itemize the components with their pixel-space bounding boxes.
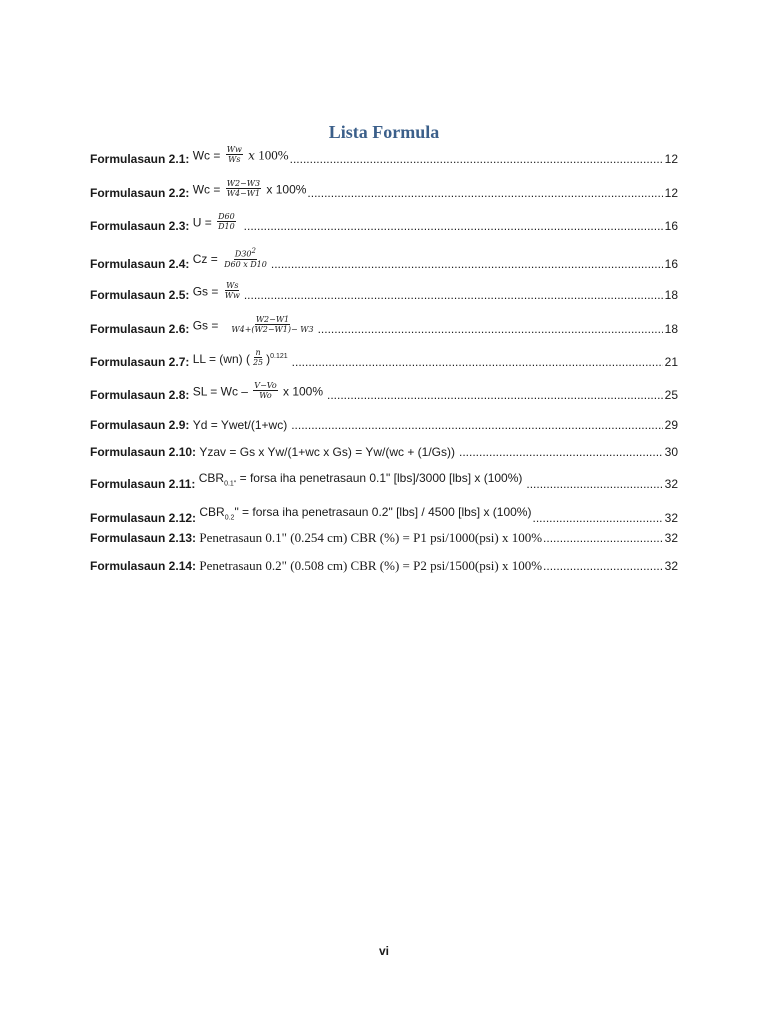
dot-leader [244, 219, 663, 233]
entry-label: Formulasaun 2.2: [90, 186, 190, 200]
formula-entry[interactable] [90, 383, 678, 402]
fraction: $\frac{n}{25}$ [252, 348, 264, 368]
entry-label: Formulasaun 2.8: [90, 388, 190, 402]
entry-label: Formulasaun 2.9: [90, 418, 190, 432]
fraction: $\frac{Ww}{Ws}$ [226, 145, 242, 164]
entry-label: Formulasaun 2.3: [90, 219, 190, 233]
fraction: $\frac{W2-W1}{W4+(W2-W1)- W3}$ [231, 315, 314, 334]
page-number: 21 [664, 355, 678, 370]
formula-expression: Gs = $\frac{Ws}{Ww}$ [192, 281, 240, 300]
formula-expression: Penetrasaun 0.1" (0.254 cm) CBR (%) = P1 psi/1000(psi) x 100% [199, 530, 543, 545]
formula-entry[interactable] [90, 181, 678, 200]
entry-label: Formulasaun 2.14: [90, 559, 197, 573]
entry-label: Formulasaun 2.6: [90, 322, 190, 336]
formula-entry[interactable] [90, 471, 678, 491]
formula-entry[interactable] [90, 147, 678, 166]
page-footer-number: vi [378, 944, 389, 958]
formula-entry[interactable] [90, 283, 678, 302]
dot-leader [292, 355, 663, 369]
dot-leader [532, 511, 663, 525]
entry-label: Formulasaun 2.12: [90, 511, 197, 526]
dot-leader [271, 257, 663, 271]
formula-expression: Penetrasaun 0.2" (0.508 cm) CBR (%) = P2 psi/1500(psi) x 100% [199, 558, 543, 573]
entry-label: Formulasaun 2.7: [90, 355, 190, 370]
page-number: 29 [664, 418, 678, 432]
fraction: $\frac{Ws}{Ww}$ [224, 281, 240, 300]
formula-expression: U = $\frac{D60}{D10}$ [192, 212, 235, 231]
formula-entry[interactable] [90, 350, 678, 369]
entry-label: Formulasaun 2.11: [90, 477, 196, 492]
formula-expression: $CBR_{0.1"}$ = forsa iha penetrasaun 0.1" [lbs]/3000 [lbs] x (100%) [198, 471, 523, 488]
formula-expression: Gs = $\frac{W2-W1}{W4+(W2-W1)- W3}$ [192, 315, 314, 334]
formula-expression: Yzav = Gs x Yw/(1+wc x Gs) = Yw/(wc + (1/Gs)) [199, 445, 455, 459]
dot-leader [291, 418, 663, 432]
formula-expression: SL = Wc – $\frac{V-Vo}{Wo}$ x 100% [192, 381, 324, 400]
dot-leader [290, 152, 663, 166]
fraction: $\frac{W2-W3}{W4-W1}$ [226, 179, 261, 198]
formula-entry[interactable] [90, 317, 678, 336]
entry-label: Formulasaun 2.4: [90, 256, 190, 271]
formula-expression: Cz = $\frac{D302}{\text{D60 x D10}}$ [192, 247, 267, 269]
formula-entry[interactable] [90, 418, 678, 432]
entry-label: Formulasaun 2.5: [90, 288, 190, 302]
formula-entry[interactable] [90, 249, 678, 271]
page-number: 32 [664, 477, 678, 492]
page-title: Lista Formula [328, 122, 440, 142]
formula-entry[interactable] [90, 559, 678, 573]
dot-leader [327, 388, 663, 402]
page-number: 32 [664, 531, 678, 545]
entry-label: Formulasaun 2.13: [90, 531, 197, 545]
page-number: 12 [664, 152, 678, 166]
page-number: 18 [664, 322, 678, 336]
dot-leader [526, 477, 663, 491]
page-number: 32 [664, 511, 678, 526]
page-number: 16 [664, 219, 678, 233]
page-number: 30 [664, 445, 678, 459]
page-number: 32 [664, 559, 678, 573]
formula-entry[interactable] [90, 531, 678, 545]
formula-expression: $CBR_{0.2}$" = forsa iha penetrasaun 0.2" [lbs] / 4500 [lbs] x (100%) [199, 505, 532, 522]
formula-expression: LL = (wn) ( $\frac{n}{25}$ )$^{0.121}$ [192, 348, 288, 368]
formula-expression: Wc = $\frac{Ww}{Ws}$ x 100% [192, 145, 289, 164]
dot-leader [307, 186, 663, 200]
page-number: 16 [664, 256, 678, 271]
formula-expression: Wc = $\frac{W2-W3}{W4-W1}$ x 100% [192, 179, 307, 198]
page-number: 12 [664, 186, 678, 200]
formula-entry[interactable] [90, 505, 678, 525]
dot-leader [543, 559, 663, 573]
fraction: $\frac{V-Vo}{Wo}$ [254, 381, 277, 400]
page-number: 25 [664, 388, 678, 402]
formula-entry[interactable] [90, 214, 678, 233]
entry-label: Formulasaun 2.1: [90, 152, 190, 166]
dot-leader [318, 322, 663, 336]
fraction: $\frac{D60}{D10}$ [218, 212, 235, 231]
page-number: 18 [664, 288, 678, 302]
dot-leader [543, 531, 663, 545]
formula-entry[interactable] [90, 445, 678, 459]
formula-expression: Yd = Ywet/(1+wc) [192, 418, 288, 432]
dot-leader [244, 288, 663, 302]
entry-label: Formulasaun 2.10: [90, 445, 197, 459]
dot-leader [459, 445, 663, 459]
fraction: $\frac{D302}{\text{D60 x D10}}$ [224, 247, 267, 269]
